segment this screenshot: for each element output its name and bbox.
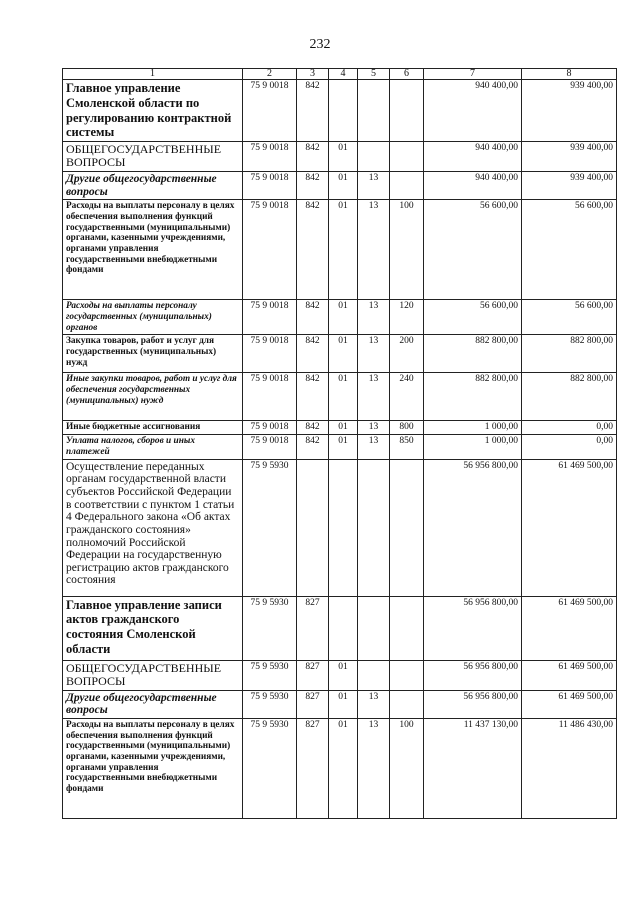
expense-type-code: 850 xyxy=(390,435,424,459)
row-name: Расходы на выплаты персоналу в целях обеспечения выполнения функций государственными (муниципальными) органами, казенными учреждениями, органами управления государственными внебюджетными фондами xyxy=(63,200,243,300)
ministry-code: 842 xyxy=(297,335,329,373)
target-article-code: 75 9 0018 xyxy=(243,172,297,200)
section-code: 01 xyxy=(329,719,358,819)
header-cell-2: 2 xyxy=(243,69,297,80)
target-article-code: 75 9 5930 xyxy=(243,690,297,718)
ministry-code: 842 xyxy=(297,200,329,300)
amount-year-1: 56 956 800,00 xyxy=(424,690,522,718)
expense-type-code xyxy=(390,690,424,718)
row-name: Иные закупки товаров, работ и услуг для обеспечения государственных (муниципальных) нужд xyxy=(63,373,243,421)
row-name: ОБЩЕГОСУДАРСТВЕННЫЕ ВОПРОСЫ xyxy=(63,142,243,172)
ministry-code: 827 xyxy=(297,719,329,819)
amount-year-2: 56 600,00 xyxy=(522,300,617,335)
ministry-code: 842 xyxy=(297,172,329,200)
ministry-code: 842 xyxy=(297,421,329,435)
amount-year-1: 940 400,00 xyxy=(424,142,522,172)
amount-year-1: 56 956 800,00 xyxy=(424,660,522,690)
header-cell-6: 6 xyxy=(390,69,424,80)
ministry-code: 842 xyxy=(297,80,329,142)
header-cell-4: 4 xyxy=(329,69,358,80)
row-name: Осуществление переданных органам государственной власти субъектов Российской Федерации в соответствии с пунктом 1 статьи 4 Федерального закона «Об актах гражданского состояния» полномочий Российской Федерации на государственную регистрацию актов гражданского состояния xyxy=(63,459,243,596)
ministry-code: 827 xyxy=(297,690,329,718)
amount-year-2: 0,00 xyxy=(522,421,617,435)
header-cell-5: 5 xyxy=(358,69,390,80)
header-row xyxy=(63,69,617,80)
table-row xyxy=(63,300,617,335)
table-row xyxy=(63,660,617,690)
header-cell-8: 8 xyxy=(522,69,617,80)
subsection-code: 13 xyxy=(358,335,390,373)
subsection-code: 13 xyxy=(358,200,390,300)
ministry-code xyxy=(297,459,329,596)
subsection-code xyxy=(358,142,390,172)
amount-year-1: 56 956 800,00 xyxy=(424,459,522,596)
section-code: 01 xyxy=(329,335,358,373)
section-code: 01 xyxy=(329,690,358,718)
target-article-code: 75 9 5930 xyxy=(243,660,297,690)
target-article-code: 75 9 0018 xyxy=(243,335,297,373)
ministry-code: 827 xyxy=(297,660,329,690)
target-article-code: 75 9 0018 xyxy=(243,373,297,421)
amount-year-1: 56 600,00 xyxy=(424,200,522,300)
subsection-code xyxy=(358,459,390,596)
table-row xyxy=(63,373,617,421)
expense-type-code: 240 xyxy=(390,373,424,421)
amount-year-1: 11 437 130,00 xyxy=(424,719,522,819)
budget-table xyxy=(62,68,617,819)
target-article-code: 75 9 0018 xyxy=(243,142,297,172)
table-row xyxy=(63,200,617,300)
section-code: 01 xyxy=(329,200,358,300)
expense-type-code xyxy=(390,172,424,200)
amount-year-1: 1 000,00 xyxy=(424,435,522,459)
amount-year-2: 882 800,00 xyxy=(522,335,617,373)
header-cell-7: 7 xyxy=(424,69,522,80)
ministry-code: 842 xyxy=(297,300,329,335)
expense-type-code xyxy=(390,596,424,660)
amount-year-2: 0,00 xyxy=(522,435,617,459)
section-code: 01 xyxy=(329,172,358,200)
amount-year-2: 61 469 500,00 xyxy=(522,596,617,660)
expense-type-code xyxy=(390,142,424,172)
row-name: Другие общегосударственные вопросы xyxy=(63,690,243,718)
table-row xyxy=(63,596,617,660)
subsection-code: 13 xyxy=(358,719,390,819)
amount-year-2: 882 800,00 xyxy=(522,373,617,421)
ministry-code: 827 xyxy=(297,596,329,660)
target-article-code: 75 9 0018 xyxy=(243,80,297,142)
amount-year-1: 56 956 800,00 xyxy=(424,596,522,660)
amount-year-2: 61 469 500,00 xyxy=(522,459,617,596)
section-code xyxy=(329,459,358,596)
expense-type-code: 200 xyxy=(390,335,424,373)
target-article-code: 75 9 5930 xyxy=(243,459,297,596)
row-name: Расходы на выплаты персоналу государственных (муниципальных) органов xyxy=(63,300,243,335)
subsection-code: 13 xyxy=(358,421,390,435)
ministry-code: 842 xyxy=(297,142,329,172)
amount-year-2: 61 469 500,00 xyxy=(522,660,617,690)
section-code: 01 xyxy=(329,660,358,690)
amount-year-2: 56 600,00 xyxy=(522,200,617,300)
table-row xyxy=(63,142,617,172)
expense-type-code: 800 xyxy=(390,421,424,435)
row-name: Расходы на выплаты персоналу в целях обеспечения выполнения функций государственными (муниципальными) органами, казенными учреждениями, органами управления государственными внебюджетными фондами xyxy=(63,719,243,819)
amount-year-2: 939 400,00 xyxy=(522,172,617,200)
section-code: 01 xyxy=(329,373,358,421)
subsection-code xyxy=(358,596,390,660)
expense-type-code: 100 xyxy=(390,719,424,819)
subsection-code: 13 xyxy=(358,172,390,200)
subsection-code: 13 xyxy=(358,435,390,459)
amount-year-2: 11 486 430,00 xyxy=(522,719,617,819)
table-row xyxy=(63,421,617,435)
section-code xyxy=(329,596,358,660)
expense-type-code xyxy=(390,660,424,690)
table-row xyxy=(63,80,617,142)
table-row xyxy=(63,690,617,718)
section-code: 01 xyxy=(329,300,358,335)
row-name: Главное управление Смоленской области по регулированию контрактной системы xyxy=(63,80,243,142)
header-cell-3: 3 xyxy=(297,69,329,80)
amount-year-2: 939 400,00 xyxy=(522,80,617,142)
expense-type-code: 100 xyxy=(390,200,424,300)
table-row xyxy=(63,335,617,373)
target-article-code: 75 9 0018 xyxy=(243,300,297,335)
page-number: 232 xyxy=(309,37,331,52)
row-name: Иные бюджетные ассигнования xyxy=(63,421,243,435)
row-name: Уплата налогов, сборов и иных платежей xyxy=(63,435,243,459)
row-name: Закупка товаров, работ и услуг для государственных (муниципальных) нужд xyxy=(63,335,243,373)
expense-type-code xyxy=(390,80,424,142)
subsection-code: 13 xyxy=(358,300,390,335)
amount-year-1: 1 000,00 xyxy=(424,421,522,435)
table-body xyxy=(63,80,617,819)
target-article-code: 75 9 0018 xyxy=(243,435,297,459)
section-code: 01 xyxy=(329,142,358,172)
amount-year-1: 882 800,00 xyxy=(424,335,522,373)
target-article-code: 75 9 0018 xyxy=(243,421,297,435)
row-name: Другие общегосударственные вопросы xyxy=(63,172,243,200)
table-row xyxy=(63,459,617,596)
ministry-code: 842 xyxy=(297,435,329,459)
table-row xyxy=(63,435,617,459)
section-code xyxy=(329,80,358,142)
subsection-code: 13 xyxy=(358,690,390,718)
amount-year-2: 939 400,00 xyxy=(522,142,617,172)
amount-year-1: 940 400,00 xyxy=(424,80,522,142)
row-name: Главное управление записи актов гражданского состояния Смоленской области xyxy=(63,596,243,660)
section-code: 01 xyxy=(329,435,358,459)
amount-year-1: 940 400,00 xyxy=(424,172,522,200)
subsection-code: 13 xyxy=(358,373,390,421)
amount-year-2: 61 469 500,00 xyxy=(522,690,617,718)
expense-type-code: 120 xyxy=(390,300,424,335)
amount-year-1: 882 800,00 xyxy=(424,373,522,421)
amount-year-1: 56 600,00 xyxy=(424,300,522,335)
target-article-code: 75 9 5930 xyxy=(243,719,297,819)
target-article-code: 75 9 0018 xyxy=(243,200,297,300)
table-header xyxy=(63,69,617,80)
section-code: 01 xyxy=(329,421,358,435)
subsection-code xyxy=(358,660,390,690)
row-name: ОБЩЕГОСУДАРСТВЕННЫЕ ВОПРОСЫ xyxy=(63,660,243,690)
target-article-code: 75 9 5930 xyxy=(243,596,297,660)
expense-type-code xyxy=(390,459,424,596)
ministry-code: 842 xyxy=(297,373,329,421)
subsection-code xyxy=(358,80,390,142)
header-cell-1: 1 xyxy=(63,69,243,80)
table-row xyxy=(63,172,617,200)
table-row xyxy=(63,719,617,819)
